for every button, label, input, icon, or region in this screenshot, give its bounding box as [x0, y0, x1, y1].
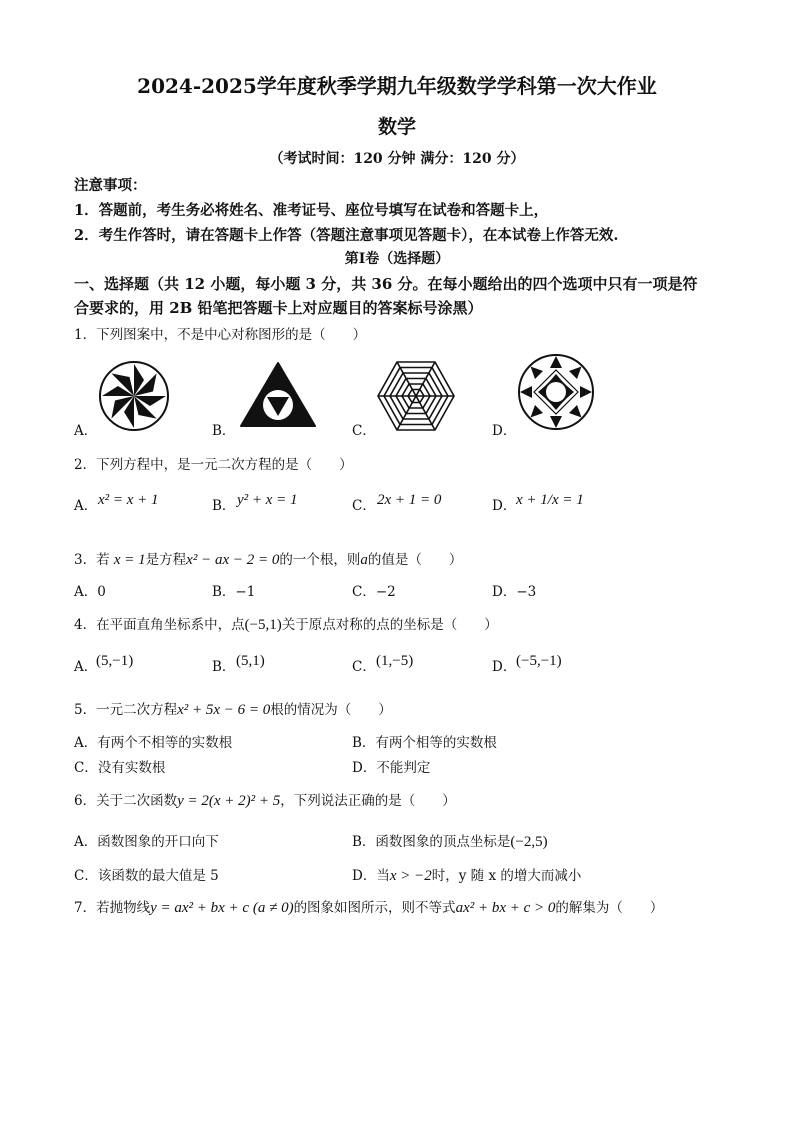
q1-stem: 1．下列图案中，不是中心对称图形的是（ ）	[74, 327, 367, 343]
notice-heading: 注意事项：	[74, 177, 147, 194]
q3-option-a: A．0	[74, 584, 106, 600]
q3-stem-a: 3．若	[74, 552, 114, 568]
q3-option-b: B．−1	[212, 584, 256, 600]
q4-stem	[74, 613, 498, 634]
exam-meta: （考试时间：120 分钟 满分：120 分）	[269, 151, 525, 167]
q7-stem-a: 7．若抛物线	[74, 900, 151, 916]
q2-stem: 2．下列方程中，是一元二次方程的是（ ）	[74, 457, 353, 473]
q5-stem-a: 5．一元二次方程	[74, 702, 178, 718]
q5-stem-math: x² + 5x − 6 = 0	[177, 702, 271, 718]
q6-option-d-math: x > −2	[389, 868, 432, 884]
exam-title: 2024-2025学年度秋季学期九年级数学学科第一次大作业	[137, 74, 657, 98]
q2-option-c-value: 2x + 1 = 0	[377, 492, 442, 508]
q3-stem-d: 的值是（ ）	[367, 552, 463, 568]
q5-option-b: B．有两个相等的实数根	[352, 735, 497, 751]
q4-option-b-value: (5,1)	[236, 653, 265, 669]
q7-stem	[74, 896, 663, 917]
notice-item-2: 2．考生作答时，请在答题卡上作答（答题注意事项见答题卡），在本试卷上作答无效.	[74, 227, 619, 244]
triangle-figure	[238, 360, 318, 430]
q3-stem-math1: x = 1	[113, 552, 146, 568]
q5-option-a: A．有两个不相等的实数根	[74, 735, 233, 751]
q4-option-a-value: (5,−1)	[96, 653, 134, 669]
hexagon-web-figure	[376, 360, 456, 432]
q3-stem-math3: a	[360, 552, 368, 568]
q4-option-b-label: B．	[212, 659, 236, 675]
q6-option-b-math: (−2,5)	[510, 834, 548, 850]
q2-option-d-value: x + 1/x = 1	[516, 492, 584, 508]
q2-option-b-label: B．	[212, 498, 236, 514]
q4-stem-a: 4．在平面直角坐标系中，点	[74, 617, 245, 633]
q6-stem-math: y = 2(x + 2)² + 5	[177, 793, 281, 809]
q4-option-c-value: (1,−5)	[376, 653, 414, 669]
q2-option-b-value: y² + x = 1	[237, 492, 298, 508]
q5-stem	[74, 698, 392, 719]
q3-stem-c: 的一个根，则	[279, 552, 361, 568]
q4-stem-math: (−5,1)	[244, 617, 282, 633]
q6-stem-a: 6．关于二次函数	[74, 793, 178, 809]
q7-stem-c: 的解集为（ ）	[555, 900, 664, 916]
q2-option-a-label: A．	[74, 498, 98, 514]
section-intro-line2: 合要求的，用 2B 铅笔把答题卡上对应题目的答案标号涂黑）	[74, 299, 483, 317]
q6-option-d-text-a: D．当	[352, 868, 390, 884]
q4-stem-b: 关于原点对称的点的坐标是（ ）	[281, 617, 498, 633]
q4-option-a-label: A．	[74, 659, 98, 675]
notice-item-1: 1．答题前，考生务必将姓名、准考证号、座位号填写在试卷和答题卡上，	[74, 202, 549, 219]
q3-option-c: C．−2	[352, 584, 396, 600]
subject-title: 数学	[377, 116, 416, 138]
section-intro-line1: 一、选择题（共 12 小题，每小题 3 分，共 36 分。在每小题给出的四个选项中只有一项是符	[74, 275, 698, 293]
q4-option-d-value: (−5,−1)	[516, 653, 562, 669]
q2-option-a-value: x² = x + 1	[98, 492, 159, 508]
q5-stem-b: 根的情况为（ ）	[270, 702, 392, 718]
q1-option-d-label: D．	[492, 423, 517, 439]
q7-stem-b: 的图象如图所示，则不等式	[293, 900, 456, 916]
q6-option-d	[352, 864, 581, 885]
q6-option-d-text-b: 时，y 随 x 的增大而减小	[431, 868, 582, 884]
q2-option-c-label: C．	[352, 498, 376, 514]
q5-option-d: D．不能判定	[352, 760, 431, 776]
star-ring-figure	[516, 352, 596, 432]
q6-option-b-text: B．函数图象的顶点坐标是	[352, 834, 511, 850]
q6-option-c: C．该函数的最大值是 5	[74, 868, 219, 884]
q6-option-b	[352, 830, 548, 851]
q3-stem-b: 是方程	[145, 552, 187, 568]
pinwheel-figure	[98, 360, 170, 432]
q7-stem-math1: y = ax² + bx + c (a ≠ 0)	[150, 900, 294, 916]
q1-option-a-label: A．	[74, 423, 98, 439]
q6-stem-b: ，下列说法正确的是（ ）	[280, 793, 456, 809]
q6-stem	[74, 789, 456, 810]
q1-option-b-label: B．	[212, 423, 236, 439]
q6-option-a: A．函数图象的开口向下	[74, 834, 219, 850]
q3-option-d: D．−3	[492, 584, 537, 600]
q3-stem	[74, 548, 462, 569]
q2-option-d-label: D．	[492, 498, 517, 514]
q1-option-c-label: C．	[352, 423, 376, 439]
q3-stem-math2: x² − ax − 2 = 0	[186, 552, 280, 568]
section-title: 第Ⅰ卷（选择题）	[344, 251, 450, 267]
q7-stem-math2: ax² + bx + c > 0	[455, 900, 556, 916]
q5-option-c: C．没有实数根	[74, 760, 166, 776]
q4-option-d-label: D．	[492, 659, 517, 675]
q4-option-c-label: C．	[352, 659, 376, 675]
